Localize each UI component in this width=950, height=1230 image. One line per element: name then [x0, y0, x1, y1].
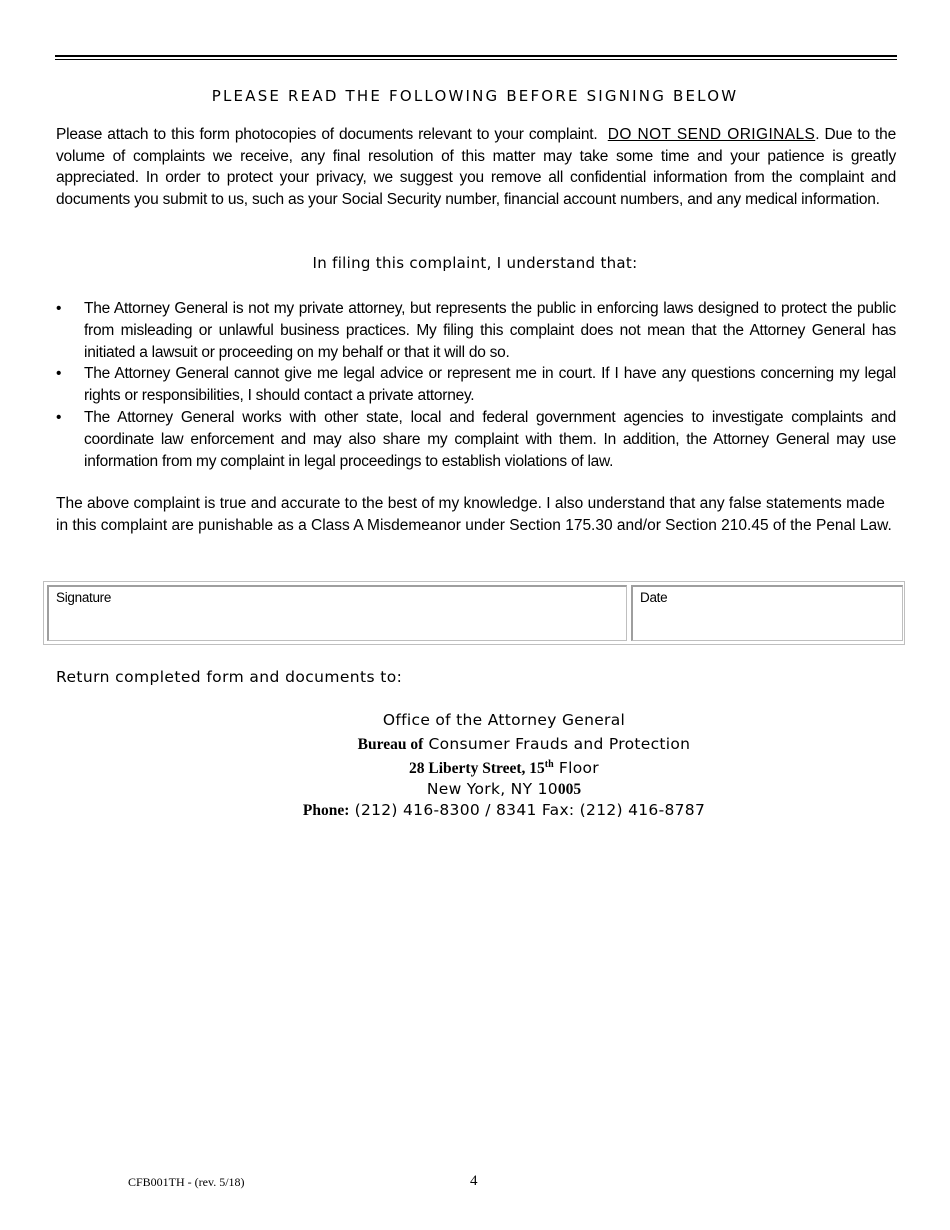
- date-field[interactable]: [631, 585, 903, 641]
- intro-paragraph: [56, 124, 896, 210]
- address-city: [0, 780, 950, 799]
- phone-numbers: (212) 416-8300 / 8341 Fax: (212) 416-8787: [354, 801, 706, 819]
- understanding-list: [56, 298, 896, 472]
- address-street: [0, 759, 950, 778]
- date-label: Date: [640, 590, 668, 605]
- list-item: [56, 407, 896, 472]
- bureau-prefix: Bureau of: [357, 736, 424, 753]
- list-item-text: The Attorney General cannot give me legal advice or represent me in court. If I have any questions concerning my legal rights or responsibilities, I should contact a private attorney.: [84, 365, 896, 405]
- phone-label: Phone:: [302, 802, 350, 819]
- address-phone: [0, 801, 950, 820]
- bullet-icon: •: [56, 365, 62, 383]
- page-number: 4: [470, 1173, 478, 1189]
- bureau-name: Consumer Frauds and Protection: [428, 735, 691, 753]
- intro-text-end: . Due to the volume of complaints we receive, any final resolution of this matter may take some time and your patience is greatly appreciated. In order to protect your privacy, we suggest you remove all confidential information from the complaint and documents you submit to us, such as your Social Security number, financial account numbers, and any medical information.: [56, 126, 897, 208]
- bullet-icon: •: [56, 300, 62, 317]
- intro-text-start: Please attach to this form photocopies of documents relevant to your complaint.: [56, 126, 598, 143]
- form-code: CFB001TH - (rev. 5/18): [128, 1175, 245, 1189]
- affirmation-paragraph: The above complaint is true and accurate to the best of my knowledge. I also understand that any false statements made in this complaint are punishable as a Class A Misdemeanor under Section 175.30 and/or Section 210.45 of the Penal Law.: [56, 495, 892, 534]
- list-item-text: The Attorney General works with other state, local and federal government agencies to investigate complaints and coordinate law enforcement and may also share my complaint with them. In addition, the Attorney General may use information from my complaint in legal proceedings to establish violations of law.: [84, 408, 896, 470]
- zip-tail: 005: [557, 781, 582, 798]
- bullet-icon: •: [56, 408, 62, 426]
- do-not-send-originals: DO NOT SEND ORIGINALS: [607, 126, 816, 143]
- street-suffix: Floor: [558, 759, 599, 778]
- city-state: New York, NY 10: [426, 780, 558, 798]
- list-item-text: The Attorney General is not my private attorney, but represents the public in enforcing laws designed to protect the public from misleading or unlawful business practices. My filing this complaint does not mean that the Attorney General has initiated a lawsuit or proceeding on my behalf or that it will do so.: [84, 300, 896, 361]
- signature-label: Signature: [56, 590, 112, 605]
- understand-heading: In filing this complaint, I understand that:: [312, 254, 638, 272]
- page-heading: PLEASE READ THE FOLLOWING BEFORE SIGNING BELOW: [211, 87, 739, 105]
- signature-field[interactable]: [47, 585, 627, 641]
- top-rule: [55, 55, 897, 60]
- address-office: Office of the Attorney General: [382, 711, 626, 729]
- list-item: [56, 363, 896, 407]
- street-prefix: 28 Liberty Street, 15: [409, 760, 545, 778]
- street-sup: th: [544, 759, 554, 770]
- return-instructions: Return completed form and documents to:: [56, 668, 403, 686]
- list-item: [56, 298, 896, 363]
- address-bureau: [0, 735, 950, 754]
- signature-table: [43, 581, 905, 645]
